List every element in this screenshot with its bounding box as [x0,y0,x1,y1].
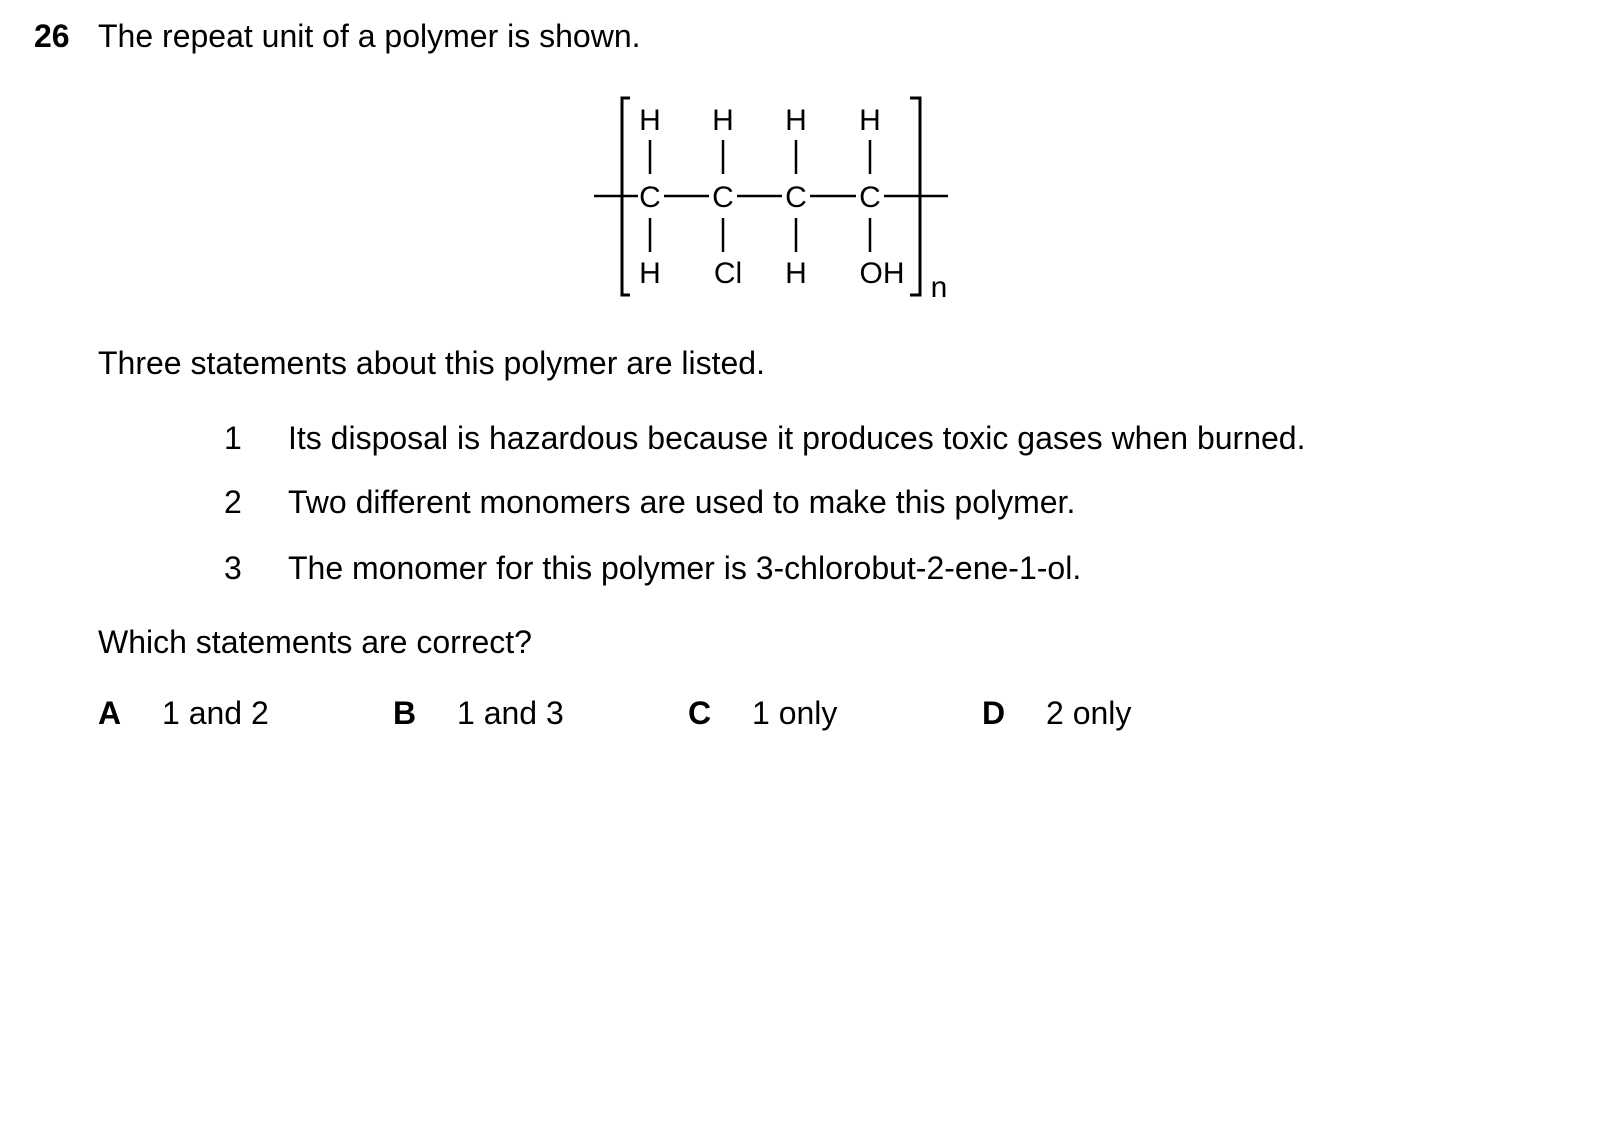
statements-intro: Three statements about this polymer are listed. [98,345,765,381]
option-b-text[interactable]: 1 and 3 [457,695,564,731]
polymer-repeat-unit-structure [580,90,960,315]
carbon-3: C [785,181,807,214]
question-stem: The repeat unit of a polymer is shown. [98,18,641,54]
option-a-letter[interactable]: A [98,695,122,731]
carbon-1: C [639,181,661,214]
statement-2-number: 2 [224,484,242,520]
bottom-atom-4: OH [859,257,905,290]
question-number: 26 [34,18,70,54]
top-atom-1: H [639,104,661,137]
top-atom-2: H [712,104,734,137]
statement-1-text: Its disposal is hazardous because it produces toxic gases when burned. [288,420,1306,456]
bottom-atom-3: H [785,257,807,290]
question-prompt: Which statements are correct? [98,624,532,660]
top-atom-4: H [859,104,881,137]
top-atom-3: H [785,104,807,137]
statement-2-text: Two different monomers are used to make this polymer. [288,484,1076,520]
option-a-text[interactable]: 1 and 2 [162,695,269,731]
carbon-2: C [712,181,734,214]
option-c-letter[interactable]: C [688,695,712,731]
bottom-atom-2: Cl [713,257,743,290]
statement-3-text: The monomer for this polymer is 3-chlorobut-2-ene-1-ol. [288,550,1082,586]
option-b-letter[interactable]: B [393,695,417,731]
repeat-subscript: n [930,271,948,304]
statement-3-number: 3 [224,550,242,586]
statement-1-number: 1 [224,420,242,456]
carbon-4: C [859,181,881,214]
option-d-letter[interactable]: D [982,695,1006,731]
option-c-text[interactable]: 1 only [752,695,838,731]
bottom-atom-1: H [639,257,661,290]
option-d-text[interactable]: 2 only [1046,695,1132,731]
